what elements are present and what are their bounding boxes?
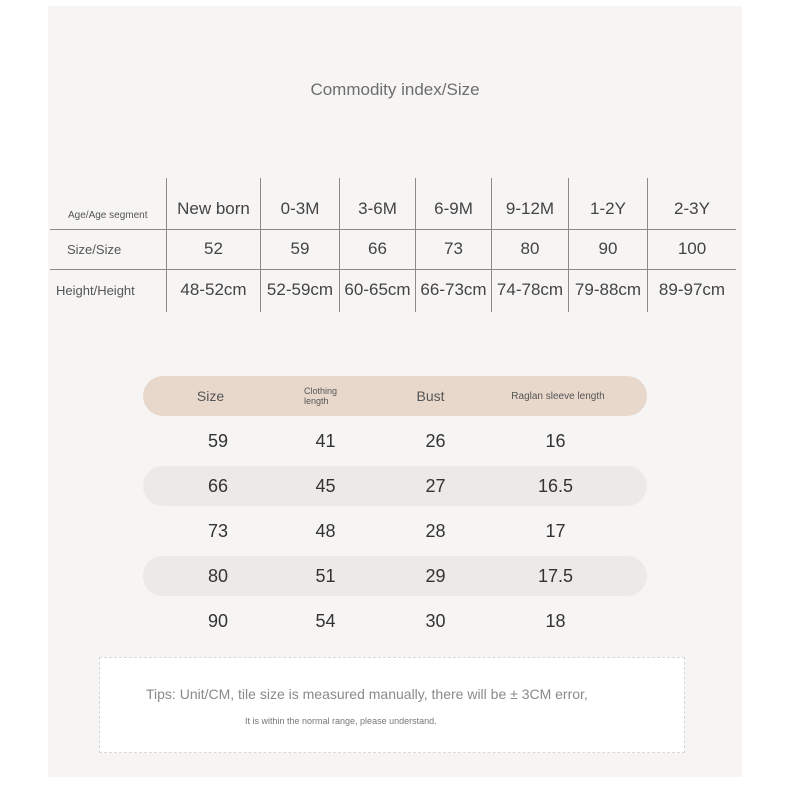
size-index-table [50,178,736,313]
sleeve-length-value: 17.5 [537,565,574,586]
sleeve-length-value: 16.5 [537,475,574,496]
header-bust: Bust [416,388,445,404]
sleeve-length-value: 17 [545,520,566,541]
size-value: 59 [207,430,229,451]
height-cell: 60-65cm [344,280,411,299]
size-cell: 90 [598,239,618,258]
bust-value: 27 [425,475,446,496]
row-header: Height/Height [56,282,135,298]
table-row-size [50,229,736,269]
sleeve-length-value: 18 [545,610,566,631]
table-row [143,601,647,641]
size-cell: 52 [204,239,223,258]
size-value: 80 [207,565,229,586]
size-value: 90 [207,610,229,631]
height-cell: 79-88cm [574,280,642,299]
row-header: Age/Age segment [68,210,148,221]
clothing-length-value: 54 [315,610,336,631]
age-cell: 1-2Y [590,198,626,218]
size-cell: 73 [444,239,463,258]
sleeve-length-value: 16 [545,430,566,451]
header-size: Size [196,388,225,404]
table-row-height [50,269,736,311]
table-row [143,556,647,596]
bust-value: 28 [425,520,446,541]
table-row [143,466,647,506]
age-cell: 9-12M [505,198,555,218]
page-title: Commodity index/Size [310,80,480,99]
age-cell: 2-3Y [674,198,710,218]
clothing-length-value: 45 [315,475,336,496]
size-value: 66 [207,475,229,496]
table-row [143,421,647,461]
header-raglan-sleeve-length: Raglan sleeve length [511,390,605,402]
header-clothing-length: Clothing length [304,386,338,406]
size-cell: 66 [368,239,387,258]
row-header: Size/Size [67,241,122,257]
bust-value: 26 [425,430,446,451]
age-cell: 3-6M [358,198,397,218]
clothing-length-value: 41 [315,430,336,451]
size-cell: 59 [290,239,310,258]
size-cell: 100 [677,239,707,258]
tips-box [99,657,685,753]
age-cell: New born [177,198,250,218]
height-cell: 89-97cm [658,280,726,299]
height-cell: 74-78cm [496,280,564,299]
size-cell: 80 [520,239,540,258]
table-row [143,511,647,551]
clothing-length-value: 48 [315,520,336,541]
tips-text: Tips: Unit/CM, tile size is measured manually, there will be ± 3CM error, [146,686,588,702]
tips-subtext: It is within the normal range, please understand. [245,716,437,726]
height-cell: 48-52cm [180,280,247,299]
clothing-length-value: 51 [315,565,336,586]
bust-value: 29 [425,565,446,586]
measurement-header [143,376,647,416]
age-cell: 6-9M [434,198,473,218]
age-cell: 0-3M [280,198,320,218]
size-value: 73 [207,520,229,541]
height-cell: 66-73cm [420,280,487,299]
table-row-age [50,188,736,229]
bust-value: 30 [425,610,446,631]
height-cell: 52-59cm [266,280,334,299]
